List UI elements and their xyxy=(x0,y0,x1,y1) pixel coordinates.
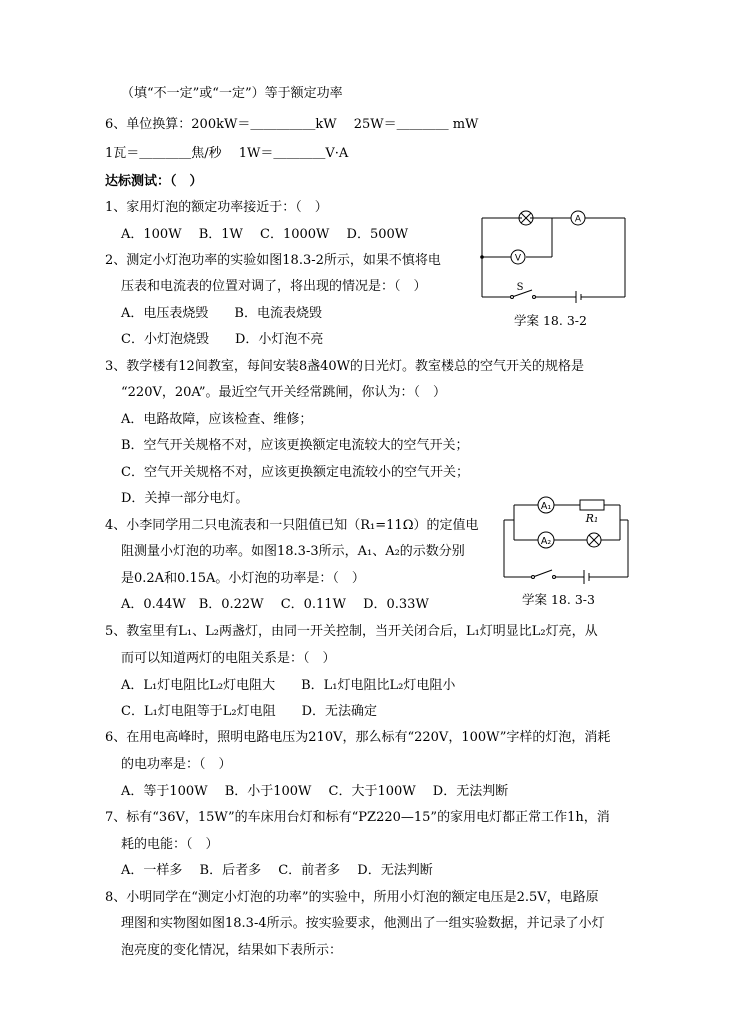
answer-options: C．小灯泡烧毁 D．小灯泡不亮 xyxy=(121,332,324,347)
question-text: 5、教室里有L₁、L₂两盏灯，由同一开关控制，当开关闭合后，L₁灯明显比L₂灯亮，从 xyxy=(105,624,598,639)
question-text: 的电功率是：（ ） xyxy=(121,757,232,772)
ammeter-a2-label: A₂ xyxy=(540,536,552,547)
answer-options: C．空气开关规格不对，应该更换额定电流较小的空气开关； xyxy=(121,465,469,480)
answer-options: D．关掉一部分电灯。 xyxy=(121,491,249,506)
question-text: 是0.2A和0.15A。小灯泡的功率是：（ ） xyxy=(121,571,365,586)
text-line: 1瓦＝＿＿＿＿焦/秒 1W＝＿＿＿＿V·A xyxy=(105,146,349,161)
question-text: 3、教学楼有12间教室，每间安装8盏40W的日光灯。教室楼总的空气开关的规格是 xyxy=(105,359,584,374)
figure-caption: 学案 18. 3-3 xyxy=(522,592,595,607)
ammeter-label: A xyxy=(574,214,582,225)
answer-options: C．L₁灯电阻等于L₂灯电阻 D．无法确定 xyxy=(121,704,378,719)
question-text: 理图和实物图如图18.3-4所示。按实验要求，他测出了一组实验数据，并记录了小灯 xyxy=(121,916,605,931)
answer-options: A．等于100W B．小于100W C．大于100W D．无法判断 xyxy=(121,784,509,799)
voltmeter-label: V xyxy=(514,253,522,264)
resistor-label: R₁ xyxy=(585,512,599,525)
text-line: 6、单位换算：200kW＝＿＿＿＿＿kW 25W＝＿＿＿＿ mW xyxy=(105,117,479,132)
question-text: 7、标有“36V，15W”的车床用台灯和标有“PZ220—15”的家用电灯都正常工作1h，消 xyxy=(105,810,610,825)
question-text: “220V，20A”。最近空气开关经常跳闸，你认为：（ ） xyxy=(121,385,447,400)
question-text: 耗的电能：（ ） xyxy=(121,837,219,852)
question-text: 2、测定小灯泡功率的实验如图18.3-2所示，如果不慎将电 xyxy=(105,253,441,268)
section-heading: 达标测试：（ ） xyxy=(105,174,203,189)
question-text: 阻测量小灯泡的功率。如图18.3-3所示，A₁、A₂的示数分别 xyxy=(121,544,465,559)
switch-label: S xyxy=(516,282,524,293)
text-line: （填“不一定”或“一定”）等于额定功率 xyxy=(121,86,343,101)
question-text: 泡亮度的变化情况，结果如下表所示： xyxy=(121,943,343,958)
answer-options: A．100W B．1W C．1000W D．500W xyxy=(121,227,409,242)
answer-options: A．L₁灯电阻比L₂灯电阻大 B．L₁灯电阻比L₂灯电阻小 xyxy=(121,678,456,693)
answer-options: A．0.44W B．0.22W C．0.11W D．0.33W xyxy=(121,597,429,612)
answer-options: A．一样多 B．后者多 C．前者多 D．无法判断 xyxy=(121,863,433,878)
question-text: 1、家用灯泡的额定功率接近于：（ ） xyxy=(105,200,328,215)
answer-options: A．电压表烧毁 B．电流表烧毁 xyxy=(121,306,322,321)
figure-caption: 学案 18. 3-2 xyxy=(514,313,587,328)
answer-options: A．电路故障，应该检查、维修； xyxy=(121,412,313,427)
question-text: 8、小明同学在“测定小灯泡的功率”的实验中，所用小灯泡的额定电压是2.5V，电路原 xyxy=(105,890,599,905)
question-text: 4、小李同学用二只电流表和一只阻值已知（R₁=11Ω）的定值电 xyxy=(105,518,479,533)
ammeter-a1-label: A₁ xyxy=(540,501,552,512)
question-text: 而可以知道两灯的电阻关系是：（ ） xyxy=(121,651,336,666)
answer-options: B．空气开关规格不对，应该更换额定电流较大的空气开关； xyxy=(121,438,469,453)
question-text: 6、在用电高峰时，照明电路电压为210V，那么标有“220V，100W”字样的灯泡，消耗 xyxy=(105,730,611,745)
question-text: 压表和电流表的位置对调了，将出现的情况是：（ ） xyxy=(121,279,427,294)
